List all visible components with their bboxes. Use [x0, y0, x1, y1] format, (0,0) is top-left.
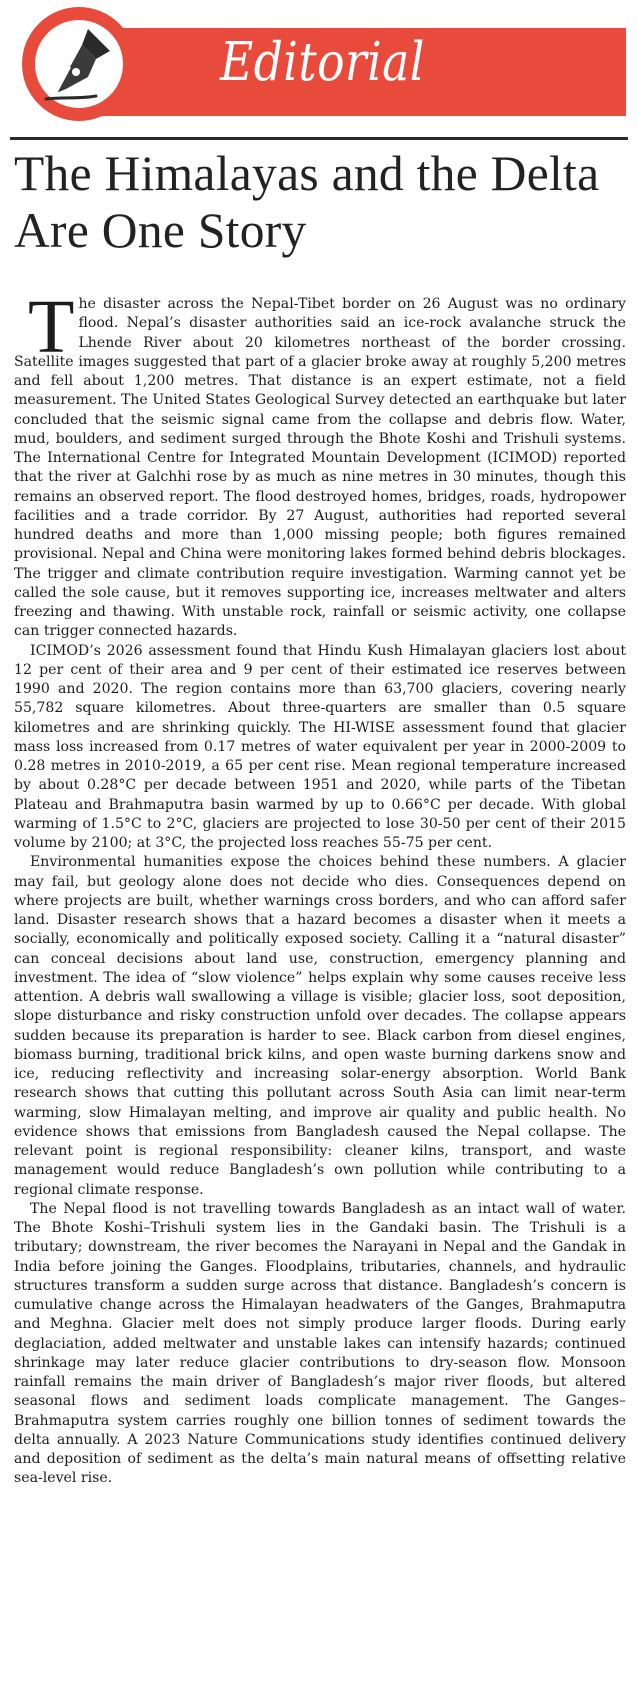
article-paragraph-2: ICIMOD’s 2026 assessment found that Hindu Kush Himalayan glaciers lost about 12 per cent of their area and 9 per cent of their estimated ice reserves between 1990 and 2020. The region contains more than 63,700 glaciers, covering nearly 55,782 square kilometres. About three-quarters are smaller than 0.5 square kilometres and are shrinking quickly. The HI-WISE assessment found that glacier mass loss increased from 0.17 metres of water equivalent per year in 2000-2009 to 0.28 metres in 2010-2019, a 65 per cent rise. Mean regional temperature increased by about 0.28°C per decade between 1951 and 2020, while parts of the Tibetan Plateau and Brahmaputra basin warmed by up to 0.66°C per decade. With global warming of 1.5°C to 2°C, glaciers are projected to lose 30-50 per cent of their 2015 volume by 2100; at 3°C, the projected loss reaches 55-75 per cent. — [14, 642, 626, 851]
article-body — [14, 285, 626, 1489]
article-paragraph-4: The Nepal flood is not travelling towards Bangladesh as an intact wall of water. The Bhote Koshi–Trishuli system lies in the Gandaki basin. The Trishuli is a tributary; downstream, the river becomes the Narayani in Nepal and the Gandak in India before joining the Ganges. Floodplains, tributaries, channels, and hydraulic structures transform a sudden surge across that distance. Bangladesh’s concern is cumulative change across the Himalayan headwaters of the Ganges, Brahmaputra and Meghna. Glacier melt does not simply produce larger floods. During early deglaciation, added meltwater and unstable lakes can intensify hazards; continued shrinkage may later reduce glacier contributions to dry-season flow. Monsoon rainfall remains the main driver of Bangladesh’s major river floods, but altered seasonal flows and sediment loads complicate management. The Ganges–Brahmaputra system carries roughly one billion tonnes of sediment towards the delta annually. A 2023 Nature Communications study identifies continued delivery and deposition of sediment as the delta’s main natural means of offsetting relative sea-level rise. — [14, 1200, 626, 1487]
editorial-banner — [10, 7, 628, 121]
drop-cap: T — [28, 285, 75, 369]
paragraph-1-text: he disaster across the Nepal-Tibet border on 26 August was no ordinary flood. Nepal’s disaster authorities said an ice-rock avalanche struck the Lhende River about 20 kilometres northeast of the border crossing. Satellite images suggested that part of a glacier broke away at roughly 5,200 metres and fell about 1,200 metres. That distance is an expert estimate, not a field measurement. The United States Geological Survey detected an earthquake but later concluded that the seismic signal came from the collapse and debris flow. Water, mud, boulders, and sediment surged through the Bhote Koshi and Trishuli systems. The International Centre for Integrated Mountain Development (ICIMOD) reported that the river at Galchhi rose by as much as nine metres in 30 minutes, though this remains an observed report. The flood destroyed homes, bridges, roads, hydropower facilities and a trade corridor. By 27 August, authorities had reported several hundred deaths and more than 1,000 missing people; both figures remained provisional. Nepal and China were monitoring lakes formed behind debris blockages. The trigger and climate contribution require investigation. Warming cannot yet be called the sole cause, but it removes supporting ice, increases meltwater and alters freezing and thawing. With unstable rock, rainfall or seismic activity, one collapse can trigger connected hazards. — [14, 296, 626, 640]
article-paragraph-3: Environmental humanities expose the choices behind these numbers. A glacier may fail, but geology alone does not decide who dies. Consequences depend on where projects are built, whether warnings cross borders, and who can afford safer land. Disaster research shows that a hazard becomes a disaster when it meets a socially, economically and politically exposed society. Calling it a “natural disaster” can conceal decisions about land use, construction, emergency planning and investment. The idea of “slow violence” helps explain why some causes receive less attention. A debris wall swallowing a village is visible; glacier loss, soot deposition, slope disturbance and risky construction unfold over decades. The collapse appears sudden because its preparation is harder to see. Black carbon from diesel engines, biomass burning, traditional brick kilns, and open waste burning darkens snow and ice, reducing reflectivity and increasing solar-energy absorption. World Bank research shows that cutting this pollutant across South Asia can limit near-term warming, slow Himalayan melting, and improve air quality and public health. No evidence shows that emissions from Bangladesh caused the Nepal collapse. The relevant point is regional responsibility: cleaner kilns, transport, and waste management would reduce Bangladesh’s own pollution while contributing to a regional climate response. — [14, 854, 626, 1198]
article-headline: The Himalayas and the Delta Are One Story — [14, 146, 600, 258]
header-divider — [10, 137, 628, 140]
section-title: Editorial — [220, 32, 425, 93]
fountain-pen-nib-icon — [44, 27, 116, 103]
article-paragraph-1 — [14, 285, 626, 642]
